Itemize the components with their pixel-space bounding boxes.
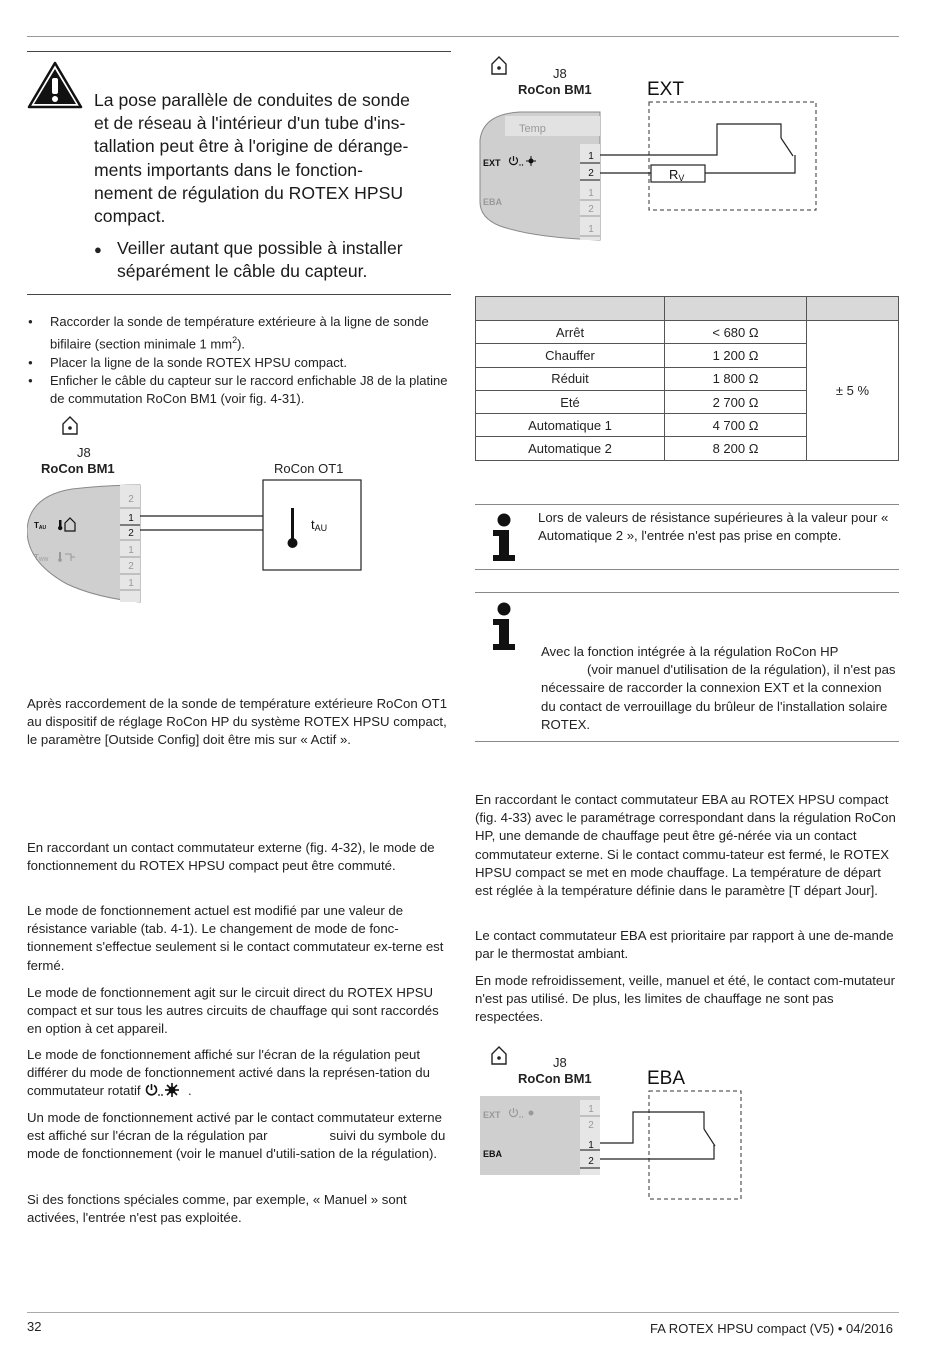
tolerance-cell: ± 5 % xyxy=(807,321,899,461)
pin-label: 1 xyxy=(128,513,134,524)
wire xyxy=(600,1112,704,1143)
eba-wiring-diagram xyxy=(475,1042,835,1212)
table-header xyxy=(807,297,899,321)
row-label-tww: TWW xyxy=(34,553,49,563)
resistance-table xyxy=(475,296,899,461)
ext-wiring-diagram xyxy=(475,52,835,242)
list-item: ● Placer la ligne de la sonde ROTEX HPSU compact. xyxy=(27,354,452,372)
mode-cell: Réduit xyxy=(476,367,665,390)
right-paragraph: Le contact commutateur EBA est prioritaire par rapport à une de-mande par le thermostat ambiant. xyxy=(475,928,894,962)
eba-dashed-box xyxy=(649,1091,741,1199)
info2-bottom-rule xyxy=(475,741,899,742)
warning-line: La pose parallèle de conduites de sonde xyxy=(94,90,410,110)
pin-label: 1 xyxy=(588,1104,594,1115)
list-item: ● Enficher le câble du capteur sur le raccord enfichable J8 de la platine de commutation RoCon BM1 (voir fig. 4-31). xyxy=(27,372,452,408)
row-label-ext: EXT xyxy=(483,158,501,168)
power-sun-icon xyxy=(144,1083,184,1097)
info1-bottom-rule xyxy=(475,569,899,570)
warning-bullet-text xyxy=(117,237,457,283)
board-label: RoCon BM1 xyxy=(518,82,592,97)
warning-bottom-rule xyxy=(27,294,451,295)
switch-contact xyxy=(704,1129,715,1146)
mode-display-paragraph: Le mode de fonctionnement affiché sur l'écran de la régulation peut différer du mode de fonctionnement activé dans la représen-tation du commutateur rotatif . xyxy=(27,1047,430,1099)
wire xyxy=(600,124,781,155)
house-icon xyxy=(492,1047,506,1064)
warning-bullet-line: Veiller autant que possible à installer xyxy=(117,238,403,258)
pin-label: 1 xyxy=(588,224,594,235)
pin-label: 1 xyxy=(128,545,134,556)
right-paragraph: En raccordant le contact commutateur EBA au ROTEX HPSU compact (fig. 4-33) avec le paramétrage correspondant dans la régulation RoCon HP, une demande de chauffage peut être gé-nérée via un contact commutateur externe. Si le contact commu-tateur est fermé, le ROTEX HPSU compact se met en mode chauffage. La température de départ est réglée à la température définie dans le paramètre [T départ Jour]. xyxy=(475,792,896,899)
pin-label: 2 xyxy=(588,204,594,215)
table-row xyxy=(476,321,899,344)
pin-label: 2 xyxy=(128,528,134,539)
ext-title: EXT xyxy=(647,79,684,100)
wire xyxy=(705,155,795,173)
sensor-label: tAU xyxy=(311,517,328,533)
external-contact-paragraph: Un mode de fonctionnement activé par le contact commutateur externe est affiché sur l'écran de la régulation par suivi du symbole du mode de fonctionnement (voir le manuel d'utili-sation de la régulation). xyxy=(27,1110,446,1162)
page-number: 32 xyxy=(27,1319,42,1334)
value-cell: < 680 Ω xyxy=(665,321,807,344)
wire xyxy=(600,1145,714,1159)
warning-line: ments importants dans le fonction- xyxy=(94,159,363,180)
connector-label: J8 xyxy=(553,66,567,81)
value-cell: 4 700 Ω xyxy=(665,414,807,437)
row-label-eba: EBA xyxy=(483,197,503,207)
info-icon xyxy=(489,513,519,563)
house-icon xyxy=(63,417,77,434)
device-label: RoCon OT1 xyxy=(274,461,344,476)
value-cell: 1 200 Ω xyxy=(665,344,807,367)
pin-label: 1 xyxy=(588,151,594,162)
mode-cell: Automatique 1 xyxy=(476,414,665,437)
pin-label: 2 xyxy=(128,561,134,572)
info1-text: Lors de valeurs de résistance supérieures à la valeur pour « Automatique 2 », l'entrée n'est pas prise en compte. xyxy=(538,510,889,544)
warning-bullet: ● xyxy=(94,242,102,257)
pin-label: 1 xyxy=(588,1140,594,1151)
warning-triangle-icon xyxy=(27,61,83,109)
warning-line: et de réseau à l'intérieur d'un tube d'ins- xyxy=(94,113,406,134)
row-label-ext: EXT xyxy=(483,1110,501,1120)
pin-label: 2 xyxy=(588,1156,594,1167)
mode-cell: Arrêt xyxy=(476,321,665,344)
warning-line: tallation peut être à l'origine de dérange- xyxy=(94,136,409,157)
table-header xyxy=(476,297,665,321)
warning-line: nement de régulation du ROTEX HPSU xyxy=(94,182,404,203)
mode-cell: Chauffer xyxy=(476,344,665,367)
board-label: RoCon BM1 xyxy=(518,1071,592,1086)
pin-label: 1 xyxy=(128,578,134,589)
value-cell: 8 200 Ω xyxy=(665,437,807,460)
info2-top-rule xyxy=(475,592,899,593)
value-cell: 2 700 Ω xyxy=(665,390,807,413)
warning-line: compact. xyxy=(94,206,166,227)
left-paragraph: En raccordant un contact commutateur externe (fig. 4-32), le mode de fonctionnement du ROTEX HPSU compact peut être commuté. xyxy=(27,840,435,874)
table-header-row xyxy=(476,297,899,321)
info-icon xyxy=(489,602,519,652)
special-functions-paragraph: Si des fonctions spéciales comme, par exemple, « Manuel » sont activées, l'entrée n'est pas exploitée. xyxy=(27,1192,407,1226)
top-rule xyxy=(27,36,899,37)
table-header xyxy=(665,297,807,321)
mode-cell: Eté xyxy=(476,390,665,413)
document-footer: FA ROTEX HPSU compact (V5) • 04/2016 xyxy=(650,1321,893,1336)
resistor-label: RV xyxy=(669,167,685,183)
right-paragraph: En mode refroidissement, veille, manuel et été, le contact com-mutateur n'est pas utilisé. De plus, les limites de chauffage ne sont pas respectées. xyxy=(475,973,895,1025)
mode-cell: Automatique 2 xyxy=(476,437,665,460)
temp-label: Temp xyxy=(519,123,546,135)
outside-config-paragraph: Après raccordement de la sonde de température extérieure RoCon OT1 au dispositif de réglage RoCon HP du système ROTEX HPSU compact, le paramètre [Outside Config] doit être mis sur « Actif ». xyxy=(27,696,448,748)
installation-steps xyxy=(27,313,452,408)
warning-top-rule xyxy=(27,51,451,52)
value-cell: 1 800 Ω xyxy=(665,367,807,390)
info1-top-rule xyxy=(475,504,899,505)
warning-text xyxy=(94,89,454,228)
ext-dashed-box xyxy=(649,102,816,210)
ot1-wiring-diagram xyxy=(27,412,377,612)
pin-label: 1 xyxy=(588,188,594,199)
list-item: ● Raccorder la sonde de température extérieure à la ligne de sonde bifilaire (section minimale 1 $mm^2$). xyxy=(27,313,452,354)
connector-label: J8 xyxy=(553,1055,567,1070)
eba-title: EBA xyxy=(647,1068,686,1089)
row-label-tau: TAU xyxy=(34,521,47,531)
pin-label: 2 xyxy=(588,168,594,179)
info2-text: Avec la fonction intégrée à la régulation RoCon HP (voir manuel d'utilisation de la régulation), il n'est pas nécessaire de raccorder la connexion EXT et la connexion du contact de verrouillage du brûleur de l'installation solaire ROTEX. xyxy=(541,644,896,732)
row-label-eba: EBA xyxy=(483,1149,503,1159)
house-icon xyxy=(492,57,506,74)
switch-contact xyxy=(781,138,793,156)
warning-bullet-line: séparément le câble du capteur. xyxy=(117,261,368,282)
board-label: RoCon BM1 xyxy=(41,461,115,476)
connector-label: J8 xyxy=(77,445,91,460)
footer-rule xyxy=(27,1312,899,1313)
pin-label: 2 xyxy=(128,494,134,505)
left-paragraph: Le mode de fonctionnement actuel est modifié par une valeur de résistance variable (tab. 4-1). Le changement de mode de fonc-tionnement s'effectue seulement si le contact commutateur ex-terne est fermé. xyxy=(27,903,444,973)
pin-label: 2 xyxy=(588,1120,594,1131)
left-paragraph: Le mode de fonctionnement agit sur le circuit direct du ROTEX HPSU compact et sur tous les autres circuits de chauffage qui sont raccordés en option à cet appareil. xyxy=(27,985,439,1037)
